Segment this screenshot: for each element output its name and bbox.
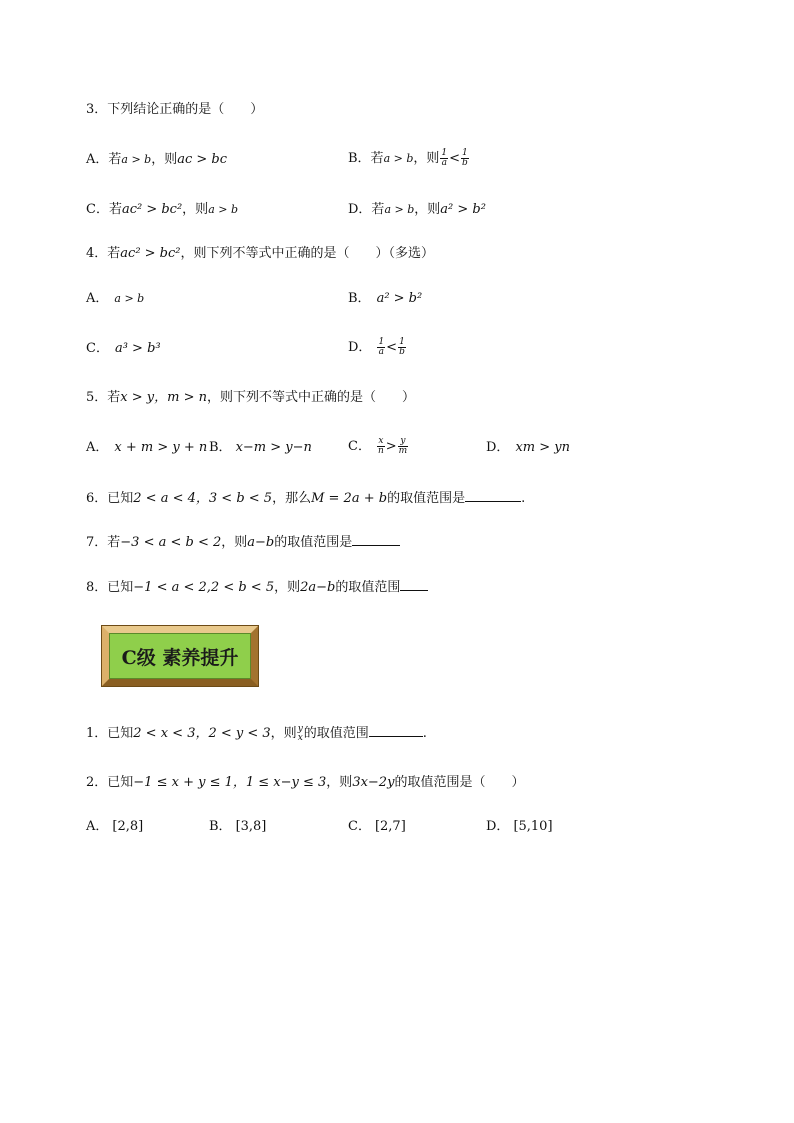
q4-c-expr: a³ > b³: [114, 341, 161, 356]
q5-c-label: C．: [348, 439, 371, 454]
q3-stem: 3．下列结论正确的是（ ）: [86, 102, 264, 117]
q5-stem-pre: 5．若: [86, 390, 121, 405]
q3-b-label: B．若: [348, 151, 384, 166]
q8: [86, 578, 428, 597]
c2-stem: [86, 774, 524, 792]
q3-a-label: A．若: [86, 152, 122, 167]
q7-expr: −3 < a < b < 2: [120, 535, 222, 550]
q4-stem: [86, 245, 434, 263]
q8-expr: −1 < a < 2,2 < b < 5: [133, 580, 275, 595]
c1-expr: 2 < x < 3，2 < y < 3: [133, 726, 271, 741]
q3-a-expr: ac > bc: [177, 152, 228, 167]
q4-option-b: [348, 290, 422, 308]
q3-d-cond: a > b: [384, 203, 415, 216]
q3-d-expr: a² > b²: [440, 202, 486, 217]
c2-a-label: A．: [86, 819, 109, 834]
q3-c-expr: a > b: [208, 203, 238, 216]
q4-b-label: B．: [348, 291, 371, 306]
q6-answer-blank[interactable]: [465, 489, 521, 502]
c2-post: 的取值范围是（ ）: [394, 775, 525, 790]
c2-d-label: D．: [486, 819, 510, 834]
q5-a-label: A．: [86, 440, 109, 455]
q3-option-b: B．若a > b，则 $\frac{1}{a}$ < $\frac{1}{b}$: [348, 148, 468, 168]
q3-d-mid: ，则: [414, 202, 441, 217]
c2-b-label: B．: [209, 819, 232, 834]
q4-stem-cond: ac² > bc²: [120, 246, 181, 261]
q5-c-frac-left: $\frac{x}{n}$: [377, 436, 384, 456]
q3-option-a: [86, 151, 227, 169]
c2-c-label: C．: [348, 819, 371, 834]
q6: [86, 489, 525, 508]
c2-pre: 2．已知: [86, 775, 134, 790]
q3-option-d: [348, 201, 486, 219]
q5-stem-post: ，则下列不等式中正确的是（ ）: [206, 390, 415, 405]
c2-mid: ，则: [326, 775, 353, 790]
c2-option-d: [486, 818, 553, 836]
q5-d-expr: xm > yn: [515, 440, 570, 455]
q5-d-label: D．: [486, 440, 510, 455]
q5-b-label: B．: [209, 440, 232, 455]
q3-b-mid: ，则: [413, 151, 440, 166]
c2-c-val: [2,7]: [374, 819, 406, 834]
q3-c-label: C．若: [86, 202, 122, 217]
q8-post: 的取值范围: [335, 580, 401, 595]
q4-stem-pre: 4．若: [86, 246, 121, 261]
q8-answer-blank[interactable]: [400, 578, 428, 591]
c1-end: .: [422, 726, 427, 741]
banner-title: C级 素养提升: [109, 633, 251, 679]
q3-b-frac-right: $\frac{1}{b}$: [462, 148, 468, 168]
c2-option-c: [348, 818, 406, 836]
q5-a-expr: x + m > y + n: [114, 440, 208, 455]
q4-option-d: D． $\frac{1}{a}$ < $\frac{1}{b}$: [348, 337, 405, 357]
c1-frac: y x: [297, 723, 303, 743]
q6-expr: 2 < a < 4，3 < b < 5: [133, 491, 273, 506]
q4-c-label: C．: [86, 341, 109, 356]
q8-mid: ，则: [274, 580, 301, 595]
q4-b-expr: a² > b²: [376, 291, 423, 306]
q3-c-mid: ，则: [182, 202, 209, 217]
c2-expr: −1 ≤ x + y ≤ 1，1 ≤ x−y ≤ 3: [133, 775, 327, 790]
q7-expr2: a−b: [247, 535, 275, 550]
c1: [86, 724, 427, 743]
q4-a-expr: a > b: [114, 292, 145, 305]
q4-d-frac-right: $\frac{1}{b}$: [399, 337, 405, 357]
c2-expr2: 3x−2y: [352, 775, 395, 790]
q5-stem-cond: x > y，m > n: [120, 390, 207, 405]
q7-post: 的取值范围是: [274, 535, 353, 550]
q5-option-d: [486, 439, 570, 457]
q4-a-label: A．: [86, 291, 109, 306]
c1-mid: ，则: [270, 726, 297, 741]
c2-d-val: [5,10]: [513, 819, 553, 834]
q5-stem: [86, 389, 415, 407]
q6-pre: 6．已知: [86, 491, 134, 506]
q3-option-c: [86, 201, 238, 219]
q7: [86, 533, 400, 552]
c2-a-val: [2,8]: [112, 819, 144, 834]
q4-d-frac-left: $\frac{1}{a}$: [378, 337, 385, 357]
q3-a-mid: ，则: [151, 152, 178, 167]
q7-answer-blank[interactable]: [352, 533, 400, 546]
q7-pre: 7．若: [86, 535, 121, 550]
q7-mid: ，则: [221, 535, 248, 550]
q4-d-label: D．: [348, 340, 372, 355]
q6-mid: ，那么: [272, 491, 312, 506]
q6-end: .: [521, 491, 526, 506]
q5-c-frac-right: $\frac{y}{m}$: [398, 436, 408, 456]
section-banner: [101, 625, 259, 687]
c1-answer-blank[interactable]: [369, 724, 423, 737]
c1-pre: 1．已知: [86, 726, 134, 741]
q3-a-cond: a > b: [121, 153, 152, 166]
q6-post: 的取值范围是: [387, 491, 466, 506]
q5-option-c: C． $\frac{x}{n}$ > $\frac{y}{m}$: [348, 436, 408, 456]
q3-c-cond: ac² > bc²: [121, 202, 183, 217]
c2-option-a: [86, 818, 143, 836]
q3-b-frac-left: $\frac{1}{a}$: [441, 148, 448, 168]
q4-option-c: [86, 340, 161, 358]
q4-stem-post: ，则下列不等式中正确的是（ ）（多选）: [180, 246, 435, 261]
c2-option-b: [209, 818, 266, 836]
q8-expr2: 2a−b: [300, 580, 336, 595]
c1-post: 的取值范围: [303, 726, 369, 741]
q3-b-cond: a > b: [383, 152, 414, 165]
q4-option-a: [86, 290, 144, 308]
q5-b-expr: x−m > y−n: [235, 440, 312, 455]
q6-expr2: M = 2a + b: [311, 491, 388, 506]
c2-b-val: [3,8]: [235, 819, 267, 834]
q3-d-label: D．若: [348, 202, 385, 217]
q5-option-a: [86, 439, 207, 457]
q5-option-b: [209, 439, 312, 457]
q8-pre: 8．已知: [86, 580, 134, 595]
